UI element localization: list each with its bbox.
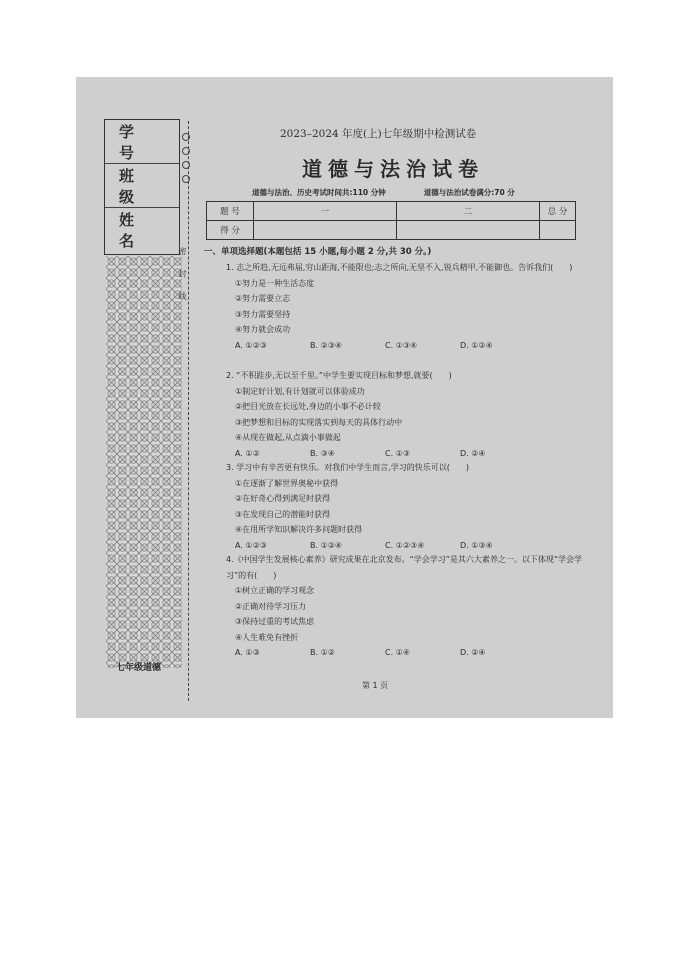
answer-choice: C. ①②③④ (385, 540, 425, 550)
question-4 (226, 552, 596, 661)
exam-info (252, 187, 515, 198)
question-2 (226, 368, 596, 461)
exam-title: 道德与法治试卷 (302, 157, 484, 181)
grade-label: 七年级道德 (116, 663, 162, 673)
answer-choice: B. ①② (310, 648, 335, 657)
score-info: 道德与法治试卷满分:70 分 (423, 188, 515, 197)
answer-choice: A. ①③ (235, 648, 260, 657)
question-stem: 2. “不积跬步,无以至千里。”中学生要实现目标和梦想,就要( ) (226, 371, 452, 380)
answer-choice: D. ②④ (460, 648, 486, 657)
question-option: ③在发现自己的潜能时获得 (235, 509, 331, 519)
question-option: ④从现在做起,从点滴小事做起 (235, 433, 341, 442)
question-option: ①在逐渐了解世界奥秘中获得 (235, 478, 339, 488)
answer-choices (226, 538, 596, 554)
question-option: ③把梦想和目标的实现落实到每天的具体行动中 (235, 417, 403, 427)
exam-subtitle: 2023–2024 年度(上)七年级期中检测试卷 (280, 128, 477, 140)
name-field: 姓 名 (119, 211, 153, 250)
answer-choice: C. ①③④ (385, 340, 418, 350)
question-option: ②在好奇心得到满足时获得 (235, 494, 331, 503)
answer-choices (226, 338, 596, 354)
answer-choice: B. ②③④ (310, 340, 343, 350)
score-cell: 总 分 (540, 202, 576, 221)
seal-line (188, 121, 199, 701)
question-option: ①制定好计划,有计划就可以体验成功 (235, 386, 365, 396)
seal-char: 线 (178, 292, 187, 307)
decorative-pattern (106, 256, 182, 668)
question-1 (226, 260, 596, 353)
score-cell (397, 221, 540, 240)
score-cell: 题 号 (207, 202, 254, 221)
question-option: ③努力需要坚持 (235, 309, 291, 319)
score-table (206, 201, 576, 240)
score-cell (254, 221, 397, 240)
score-cell: 得 分 (207, 221, 254, 240)
score-table-row (207, 221, 576, 240)
seal-char: 封 (178, 269, 187, 284)
answer-choice: A. ①② (235, 448, 260, 458)
answer-choice: C. ①④ (385, 648, 411, 657)
question-option: ②努力需要立志 (235, 294, 291, 303)
question-option: ②正确对待学习压力 (235, 601, 307, 611)
exam-paper (76, 77, 613, 718)
answer-choices (226, 645, 596, 661)
answer-choice: D. ①③④ (460, 540, 493, 550)
page-number: 第 1 页 (362, 681, 389, 690)
question-stem: 3. 学习中有辛苦更有快乐。对我们中学生而言,学习的快乐可以( ) (226, 463, 469, 472)
student-id-field: 学 号 (105, 120, 179, 164)
answer-choice: B. ①②④ (310, 540, 343, 550)
seal-char: 密 (178, 247, 187, 261)
score-cell: 一 (254, 202, 397, 221)
score-cell: 二 (397, 202, 540, 221)
question-3 (226, 460, 596, 553)
seal-text (178, 247, 194, 307)
question-option: ④在用所学知识解决许多问题时获得 (235, 525, 363, 534)
score-table-row (207, 202, 576, 221)
question-stem: 1. 志之所趋,无远弗届,穷山距海,不能限也;志之所向,无坚不入,锐兵精甲,不能御也。告诉我们( ) (226, 263, 573, 272)
answer-choice: B. ③④ (310, 448, 335, 458)
question-option: ④努力就会成功 (235, 325, 291, 334)
student-info-box (104, 119, 180, 255)
answer-choice: A. ①②③ (235, 540, 267, 550)
question-option: ④人生难免有挫折 (235, 632, 299, 642)
answer-choice: D. ①②④ (460, 340, 493, 350)
question-option: ①树立正确的学习观念 (235, 586, 315, 595)
question-stem: 4.《中国学生发展核心素养》研究成果在北京发布。“学会学习”是其六大素养之一。以下体现“学会学习”的有( ) (226, 555, 583, 580)
question-option: ①努力是一种生活态度 (235, 278, 315, 288)
score-cell (540, 221, 576, 240)
answer-choices (226, 446, 596, 462)
time-info: 道德与法治、历史考试时间共:110 分钟 (252, 188, 386, 197)
seal-dots (182, 127, 194, 189)
question-option: ②把目光放在长远处,身边的小事不必计较 (235, 402, 381, 411)
section-heading: 一、单项选择题(本题包括 15 小题,每小题 2 分,共 30 分。) (204, 247, 432, 257)
class-field: 班 级 (105, 164, 179, 208)
answer-choice: C. ①③ (385, 448, 411, 458)
answer-choice: D. ②④ (460, 448, 486, 458)
answer-choice: A. ①②③ (235, 340, 267, 350)
question-option: ③保持过重的考试焦虑 (235, 617, 315, 626)
